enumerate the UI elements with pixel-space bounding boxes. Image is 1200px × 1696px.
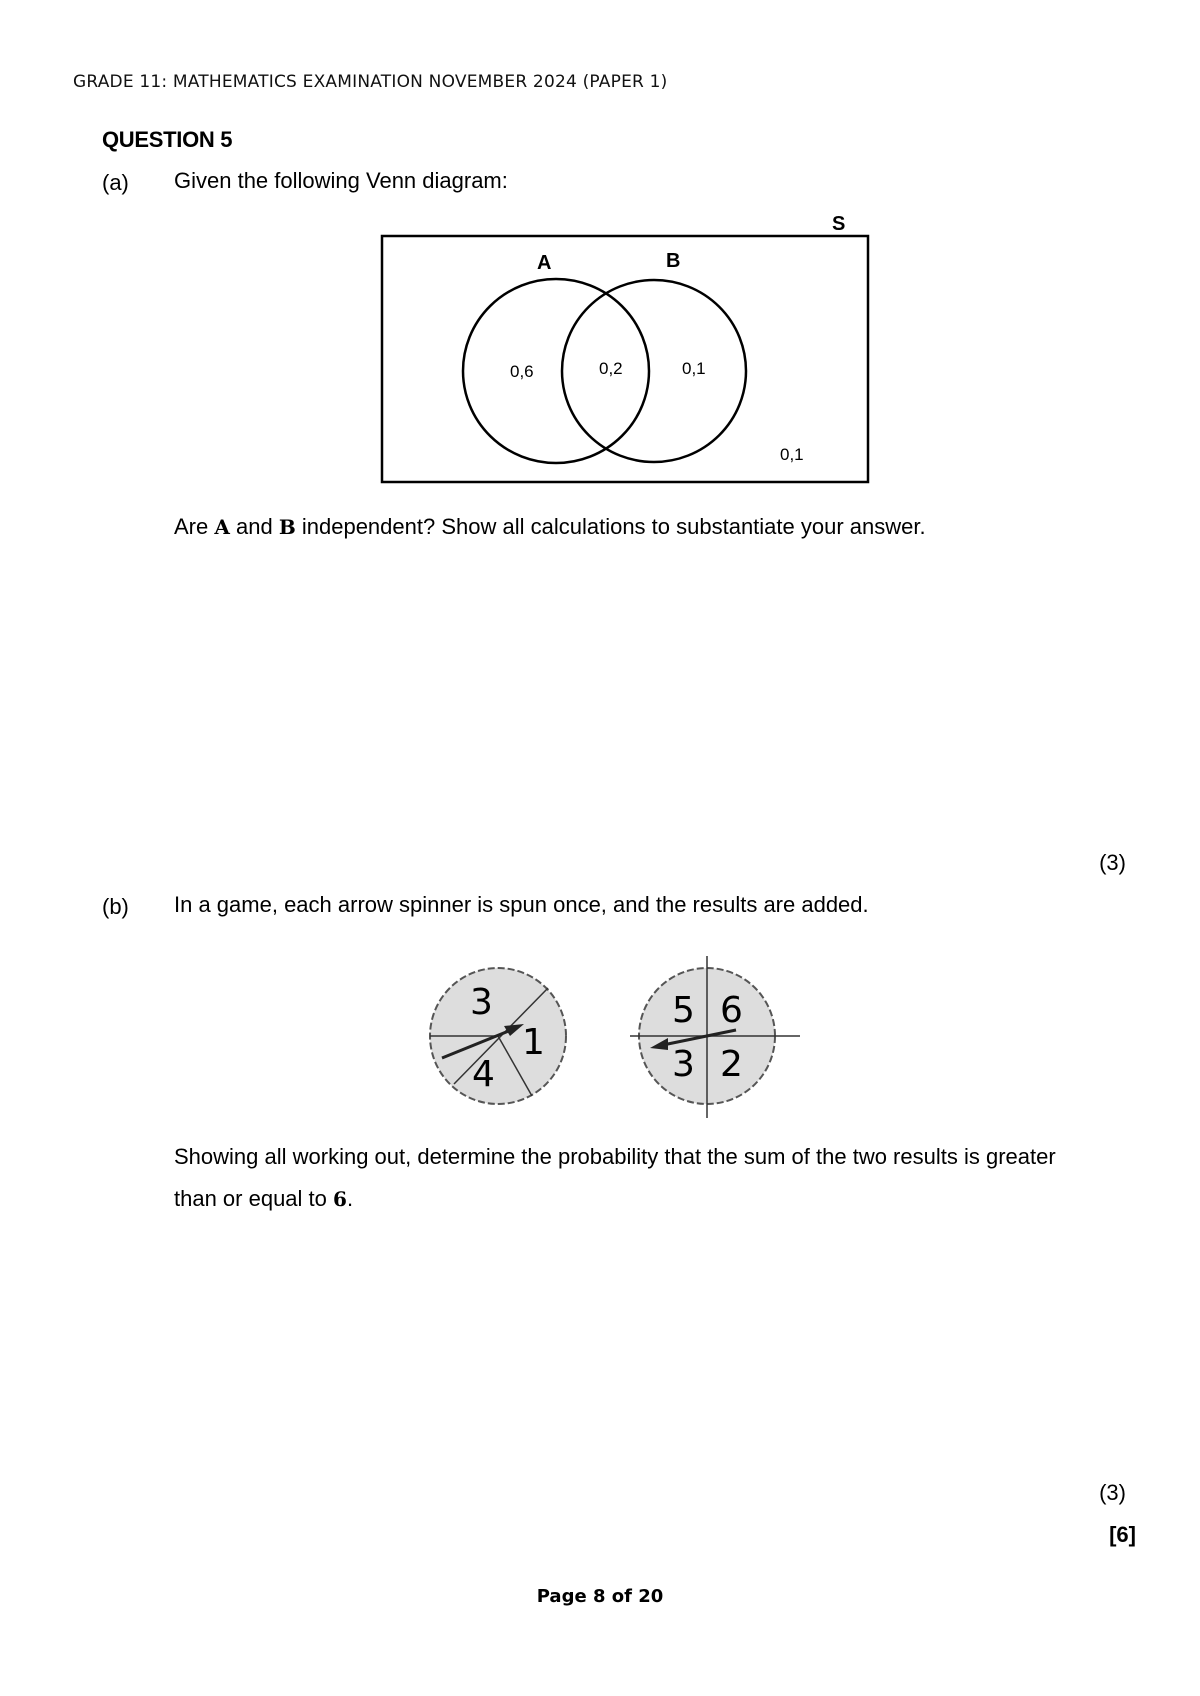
part-b-question-line2-pre: than or equal to [174,1186,334,1211]
spinner-2-sector-6: 6 [720,990,743,1031]
outside-value: 0,1 [780,445,804,464]
spinner-2-sector-5: 5 [672,990,695,1031]
part-b-question-line2-post: . [346,1186,354,1211]
intersection-value: 0,2 [599,359,623,378]
part-b-question-line2 [174,1178,353,1220]
part-a-question-pre: Are [174,514,215,539]
part-a-intro: Given the following Venn diagram: [174,168,508,193]
spinner-1 [430,968,566,1104]
part-a-question [174,506,926,548]
spinner-2 [630,956,800,1118]
footer-total-pages: 20 [638,1586,664,1607]
footer-page-number: 8 [592,1586,606,1607]
spinner-1-sector-3: 3 [470,982,493,1023]
only-a-value: 0,6 [510,362,534,381]
set-a-label: A [537,252,552,274]
page-footer [0,1586,1200,1607]
set-a-symbol: A [214,515,230,539]
universal-set-label: S [832,213,846,235]
page-header: GRADE 11: MATHEMATICS EXAMINATION NOVEMBER 2024 (PAPER 1) [73,72,668,92]
spinner-1-sector-4: 4 [472,1054,495,1095]
spinner-2-sector-3: 3 [672,1044,695,1085]
only-b-value: 0,1 [682,359,706,378]
part-b-marks: (3) [1099,1480,1126,1505]
threshold-value: 6 [333,1187,347,1211]
part-a-marks: (3) [1099,850,1126,875]
spinner-1-sector-1: 1 [522,1022,545,1063]
question-total: [6] [1109,1522,1136,1547]
question-title: QUESTION 5 [102,127,233,152]
set-b-symbol: B [278,515,296,539]
footer-pre: Page [536,1586,593,1607]
set-b-circle [562,280,746,462]
part-a-question-post: independent? Show all calculations to substantiate your answer. [295,514,926,539]
spinner-2-sector-2: 2 [720,1044,743,1085]
set-b-label: B [666,250,681,272]
venn-diagram [370,200,890,490]
spinners-image [420,950,810,1125]
part-b-question-line1: Showing all working out, determine the probability that the sum of the two results is greater [174,1144,1056,1169]
part-b-label: (b) [102,894,129,919]
part-b-intro: In a game, each arrow spinner is spun once, and the results are added. [174,892,869,917]
part-a-question-mid: and [236,514,279,539]
footer-mid: of [605,1586,639,1607]
part-a-label: (a) [102,170,129,195]
